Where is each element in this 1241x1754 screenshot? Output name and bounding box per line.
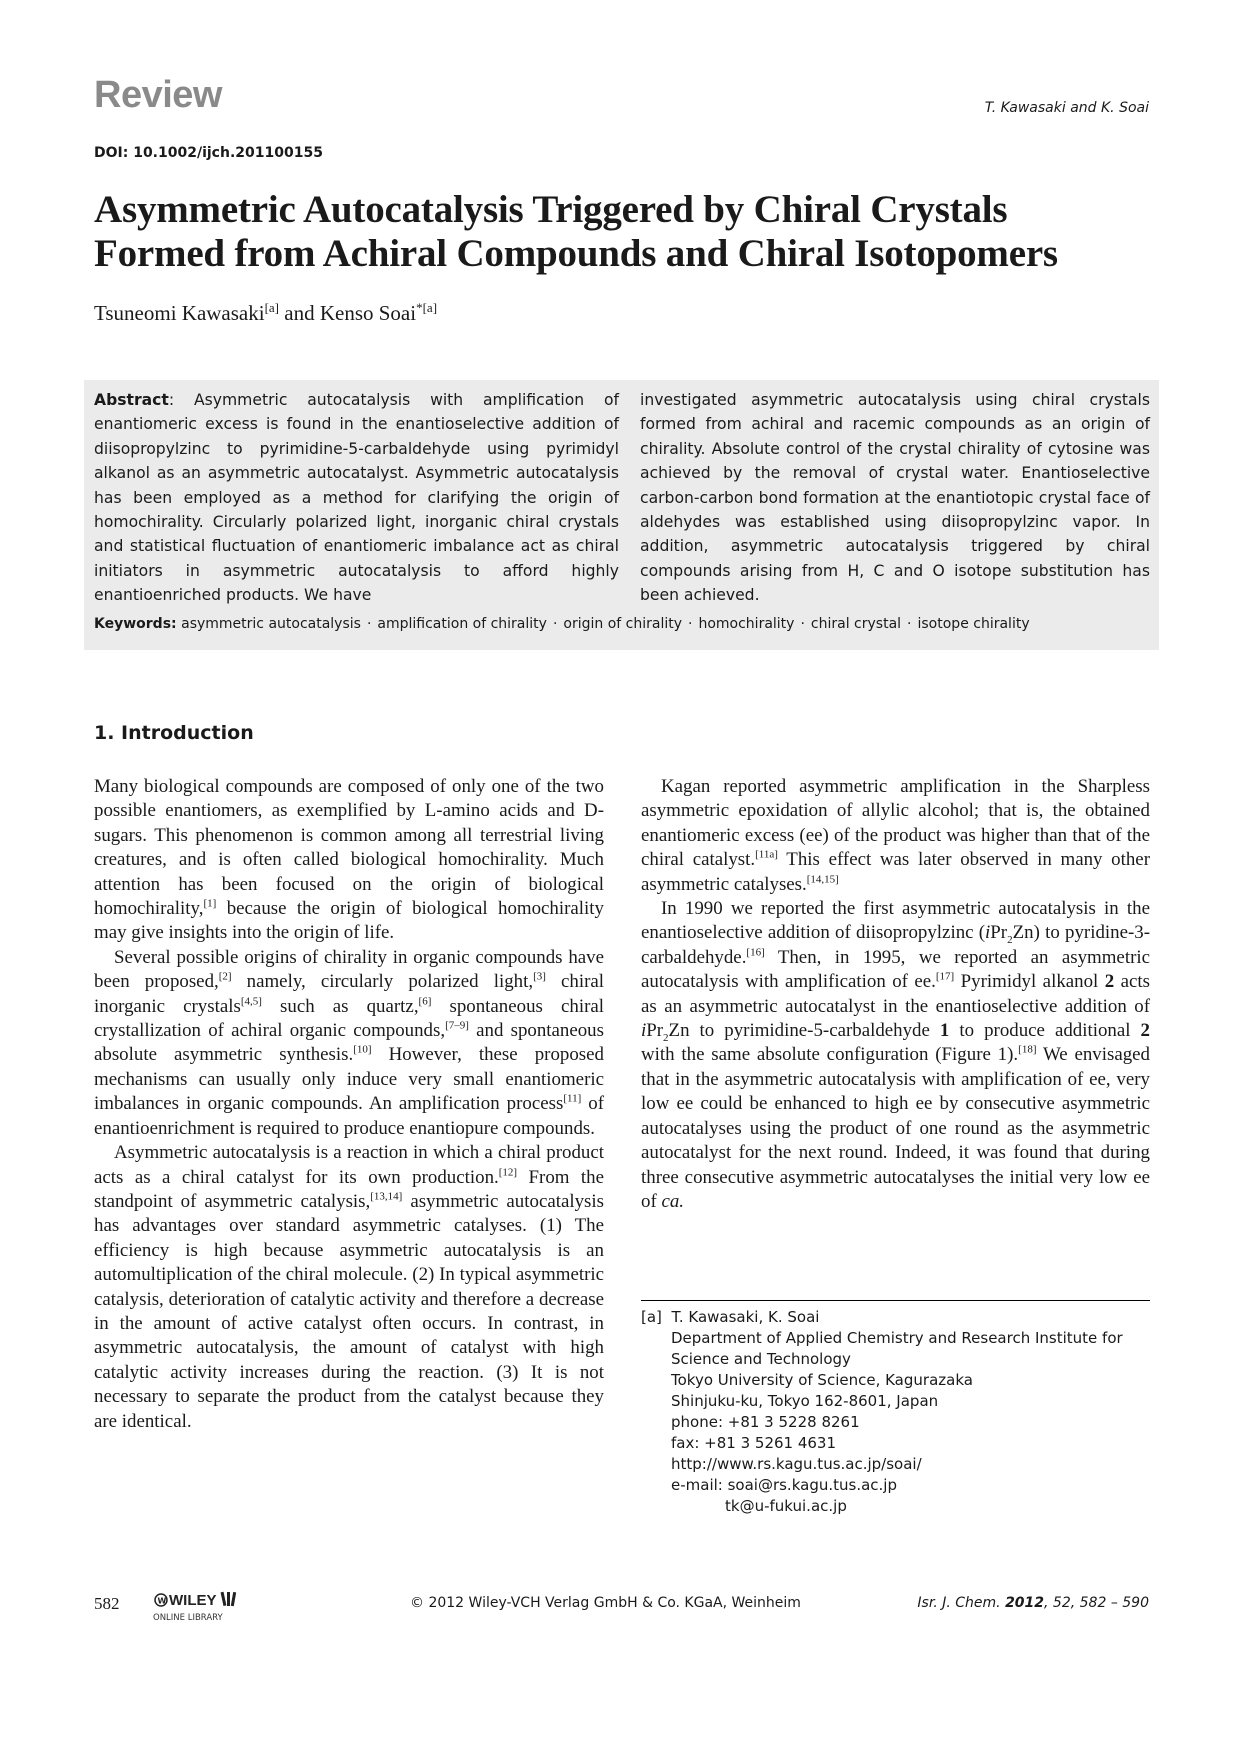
citation-ref[interactable]: [2]	[218, 970, 232, 983]
citation-ref[interactable]: [18]	[1018, 1044, 1037, 1057]
title-line-1: Asymmetric Autocatalysis Triggered by Chiral Crystals	[94, 188, 1008, 231]
logo-subtext: ONLINE LIBRARY	[153, 1613, 223, 1623]
affiliation-line: [a] T. Kawasaki, K. Soai	[641, 1308, 820, 1326]
paragraph-4: Kagan reported asymmetric amplification in the Sharpless asymmetric epoxidation of allylic alcohol; that is, the obtained enantiomeric excess (ee) of the product was higher than that of the chiral catalyst.[11a] This effect was later observed in many other asymmetric catalyses.[14,15]	[641, 776, 1150, 895]
keyword: homochirality	[698, 616, 795, 632]
compound-number: 1	[939, 1020, 950, 1042]
affiliation-line: Tokyo University of Science, Kagurazaka	[671, 1371, 973, 1389]
citation-ref[interactable]: [11]	[563, 1092, 582, 1105]
logo-wordmark: WILEY	[169, 1592, 217, 1609]
keyword-separator: ·	[552, 616, 558, 632]
wiley-logo-graphic	[153, 1590, 253, 1628]
page-number: 582	[94, 1594, 120, 1613]
affiliation-fax: fax: +81 3 5261 4631	[671, 1434, 837, 1452]
author-kawasaki: Tsuneomi Kawasaki	[94, 301, 265, 325]
affiliation-line: Shinjuku-ku, Tokyo 162-8601, Japan	[671, 1392, 939, 1410]
keyword-separator: ·	[907, 616, 912, 632]
affiliation-mark[interactable]: *[a]	[416, 300, 438, 315]
citation-ref[interactable]: [10]	[353, 1044, 372, 1057]
affiliation-email-link[interactable]: tk@u-fukui.ac.jp	[725, 1497, 847, 1515]
citation-ref[interactable]: [11a]	[755, 848, 778, 861]
author-conjunction: and	[279, 301, 320, 325]
running-authors: T. Kawasaki and K. Soai	[984, 100, 1149, 116]
keywords-label: Keywords	[94, 616, 172, 632]
abstract-label: Abstract	[94, 391, 169, 409]
affiliation-url-link[interactable]: http://www.rs.kagu.tus.ac.jp/soai/	[671, 1455, 922, 1473]
keywords-colon: :	[171, 616, 177, 632]
citation-ref[interactable]: [1]	[203, 897, 217, 910]
paragraph-5: In 1990 we reported the first asymmetric autocatalysis in the enantioselective addition of diisopropylzinc (iPr$_2$Zn) to pyridine-3-carbaldehyde.[16] Then, in 1995, we reported an asymmetric autocatalysis with amplification of ee.[17] Pyrimidyl alkanol 2 acts as an asymmetric autocatalyst in the enantioselective addition of iPr$_2$Zn to pyrimidine-5-carbaldehyde 1 to produce additional 2 with the same absolute configuration (Figure 1).[18] We envisaged that in the asymmetric autocatalysis with amplification of ee, very low ee could be enhanced to high ee by consecutive asymmetric autocatalyses using the product of one round as the asymmetric autocatalyst for the next round. Indeed, it was found that during three consecutive asymmetric autocatalyses the initial very low ee of ca.	[641, 898, 1151, 1212]
citation-ref[interactable]: [13,14]	[370, 1190, 403, 1203]
citation-ref[interactable]: [17]	[935, 970, 955, 983]
article-title	[94, 188, 1154, 276]
affiliation-line: Science and Technology	[671, 1350, 851, 1368]
paragraph-1: Many biological compounds are composed of only one of the two possible enantiomers, as exemplified by L-amino acids and D-sugars. This phenomenon is common among all terrestrial living creatures, and is often called biological homochirality. Much attention has been focused on the origin of biological homochirality,[1] because the origin of biological homochirality may give insights into the origin of life.	[94, 776, 604, 944]
paragraph-2: Several possible origins of chirality in organic compounds have been proposed,[2] namely, circularly polarized light,[3] chiral inorganic crystals[4,5] such as quartz,[6] spontaneous chiral crystallization of achiral organic compounds,[7–9] and spontaneous absolute asymmetric synthesis.[10] However, these proposed mechanisms can usually only induce very small enantiomeric imbalances in organic compounds. An amplification process[11] of enantioenrichment is required to produce enantiopure compounds.	[94, 946, 605, 1139]
paragraph-3: Asymmetric autocatalysis is a reaction in which a chiral product acts as a chiral catalyst for its own production.[12] From the standpoint of asymmetric catalysis,[13,14] asymmetric autocatalysis has advantages over standard asymmetric catalyses. (1) The efficiency is high because asymmetric autocatalysis is an automultiplication of the chiral molecule. (2) In typical asymmetric catalysis, deterioration of catalytic activity and therefore a decrease in the amount of active catalyst often occurs. In contrast, in asymmetric autocatalysis, the amount of catalyst with high catalytic activity increases during the reaction. (3) It is not necessary to separate the product from the catalyst because they are identical.	[94, 1142, 604, 1432]
compound-number: 2	[1140, 1020, 1150, 1042]
journal-citation: Isr. J. Chem. 2012, 52, 582 – 590	[917, 1595, 1149, 1611]
keyword-separator: ·	[688, 616, 693, 632]
keyword-separator: ·	[800, 616, 805, 632]
keyword: origin of chirality	[563, 616, 683, 632]
abstract-column-right: investigated asymmetric autocatalysis using chiral crystals formed from achiral and racemic compounds as an origin of chirality. Absolute control of the crystal chirality of cytosine was achieved by the removal of crystal water. Enantioselective carbon-carbon bond formation at the enantiotopic crystal face of aldehydes was established using diisopropylzinc vapor. In addition, asymmetric autocatalysis triggered by chiral compounds arising from H, C and O isotope substitution has been achieved.	[640, 391, 1150, 605]
affiliation-phone: phone: +81 3 5228 8261	[671, 1413, 860, 1431]
keyword: asymmetric autocatalysis	[181, 616, 361, 632]
affiliation-mark[interactable]: [a]	[264, 300, 280, 315]
citation-ref[interactable]: [7–9]	[445, 1019, 469, 1032]
author-soai: Kenso Soai	[319, 301, 417, 325]
keywords	[94, 616, 1030, 632]
keyword-separator: ·	[366, 616, 372, 632]
wiley-online-library-logo[interactable]	[153, 1590, 253, 1628]
affiliation-footnote	[641, 1300, 1150, 1517]
citation-ref[interactable]: [6]	[418, 995, 432, 1008]
body-column-left	[94, 775, 604, 1434]
citation-ref[interactable]: [14,15]	[806, 873, 839, 886]
abstract-box	[84, 380, 1159, 650]
section-heading-introduction: 1. Introduction	[94, 722, 254, 744]
body-column-right	[641, 775, 1150, 1214]
author-list	[94, 300, 437, 326]
citation-ref[interactable]: [12]	[498, 1166, 518, 1179]
abstract-text-left: : Asymmetric autocatalysis with amplification of enantiomeric excess is found in the enantioselective addition of diisopropylzinc to pyrimidine-5-carbaldehyde using pyrimidyl alkanol as an asymmetric autocatalyst. Asymmetric autocatalysis has been employed as a method for clarifying the origin of homochirality. Circularly polarized light, inorganic chiral crystals and statistical fluctuation of enantiomeric imbalance act as chiral initiators in asymmetric autocatalysis to afford highly enantioenriched products. We have	[94, 391, 619, 605]
doi[interactable]: DOI: 10.1002/ijch.201100155	[94, 145, 323, 161]
copyright-notice: © 2012 Wiley-VCH Verlag GmbH & Co. KGaA, Weinheim	[410, 1595, 801, 1611]
abstract-column-left	[94, 388, 619, 608]
keyword: amplification of chirality	[377, 616, 547, 632]
keyword: chiral crystal	[810, 616, 902, 632]
citation-ref[interactable]: [16]	[746, 946, 765, 959]
title-line-2: Formed from Achiral Compounds and Chiral Isotopomers	[94, 232, 1058, 275]
affiliation-line: Department of Applied Chemistry and Research Institute for	[671, 1329, 1123, 1347]
compound-number: 2	[1104, 971, 1115, 993]
citation-ref[interactable]: [3]	[533, 970, 546, 983]
page-footer	[0, 1590, 1241, 1630]
svg-text:W: W	[157, 1596, 167, 1606]
affiliation-email-link[interactable]: e-mail: soai@rs.kagu.tus.ac.jp	[671, 1476, 897, 1494]
citation-ref[interactable]: [4,5]	[240, 995, 262, 1008]
section-label: Review	[94, 74, 222, 116]
keyword: isotope chirality	[917, 616, 1030, 632]
